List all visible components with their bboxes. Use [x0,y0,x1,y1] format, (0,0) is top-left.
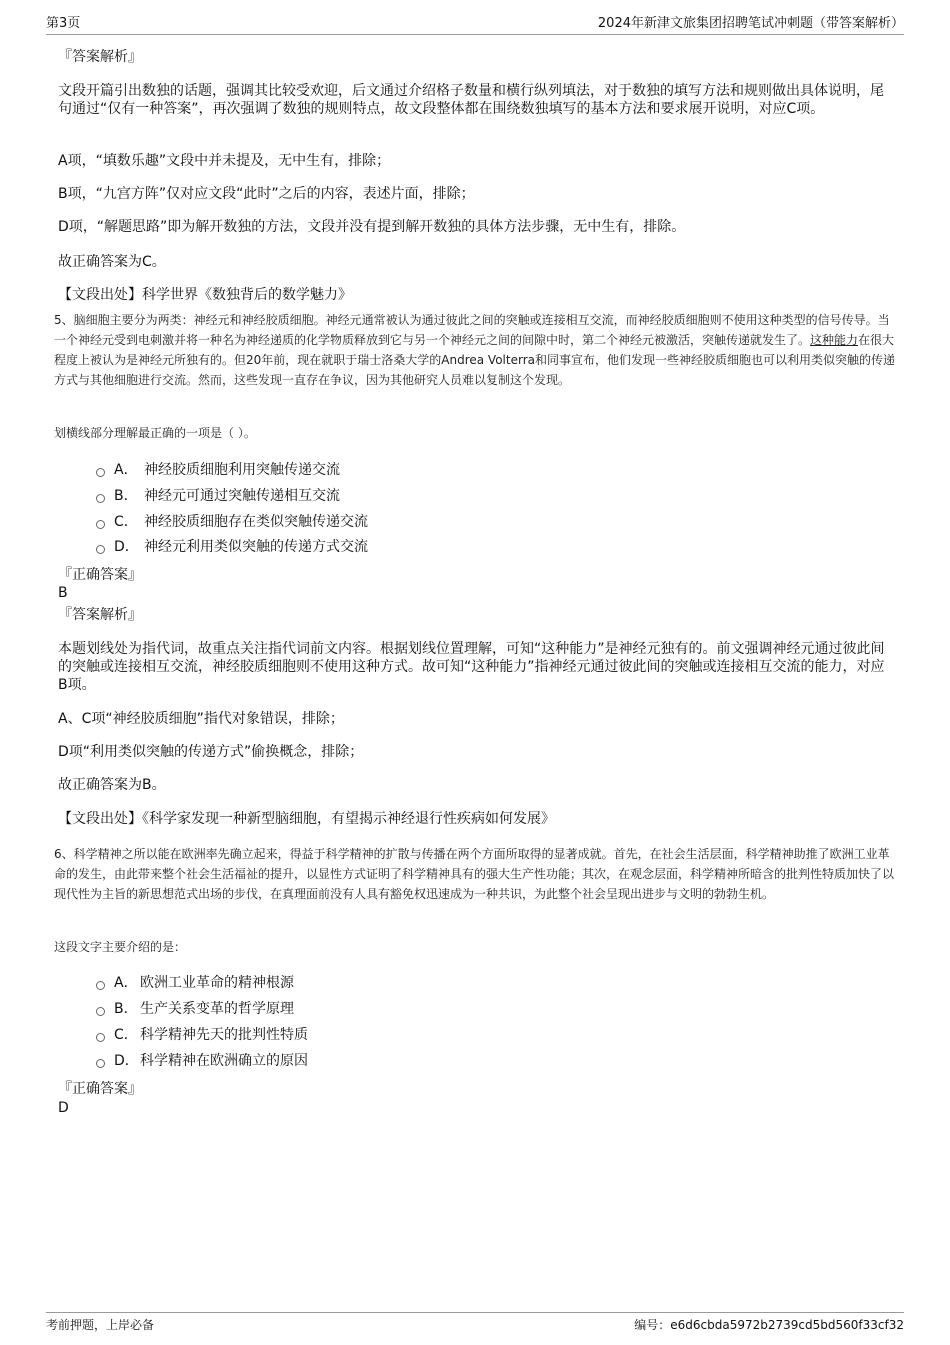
option-ac-analysis: A、C项“神经胶质细胞”指代对象错误，排除； [58,711,344,727]
radio-icon[interactable] [96,494,105,503]
question-6-prompt: 这段文字主要介绍的是： [54,940,187,954]
q5-option-b[interactable]: B． 神经元可通过突触传递相互交流 [96,487,340,505]
correct-answer: D [58,1100,69,1116]
option-d-analysis: D项，“解题思路”即为解开数独的方法，文段并没有提到解开数独的具体方法步骤，无中生有，排除。 [58,219,686,235]
radio-icon[interactable] [96,981,105,990]
radio-icon[interactable] [96,520,105,529]
q6-option-a[interactable]: A． 欧洲工业革命的精神根源 [96,974,294,992]
page-number: 第3页 [46,16,81,31]
passage-source: 【文段出处】《科学家发现一种新型脑细胞，有望揭示神经退行性疾病如何发展》 [58,811,555,827]
question-5-passage: 5、脑细胞主要分为两类：神经元和神经胶质细胞。神经元通常被认为通过彼此之间的突触或连接相互交流，而神经胶质细胞则不使用这种类型的信号传导。当一个神经元受到电刺激并将一种名为神经递质的化学物质释放到它与另一个神经元之间的间隙中时，第二个神经元被激活，突触传递就发生了。这种能力在很大程度上被认为是神经元所独有的。但20年前，现在就职于瑞士洛桑大学的Andrea Volterra和同事宣布，他们发现一些神经胶质细胞也可以利用类似突触的传递方式与其他细胞进行交流。然而，这些发现一直存在争议，因为其他研究人员难以复制这个发现。 [54,313,895,387]
q5-option-d[interactable]: D． 神经元利用类似突触的传递方式交流 [96,538,368,556]
analysis-text: 本题划线处为指代词，故重点关注指代词前文内容。根据划线位置理解，可知“这种能力”是神经元独有的。前文强调神经元通过彼此间的突触或连接相互交流，神经胶质细胞则不使用这种方式。故可知“这种能力”指神经元通过彼此间的突触或连接相互交流的能力，对应B项。 [58,641,885,693]
q5-option-c[interactable]: C． 神经胶质细胞存在类似突触传递交流 [96,513,368,531]
question-6-passage: 6、科学精神之所以能在欧洲率先确立起来，得益于科学精神的扩散与传播在两个方面所取得的显著成就。首先，在社会生活层面，科学精神助推了欧洲工业革命的发生，由此带来整个社会生活福祉的提升，以显性方式证明了科学精神具有的强大生产性功能；其次，在观念层面，科学精神所暗含的批判性特质加快了以现代性为主旨的新思想范式出场的步伐，在真理面前没有人具有豁免权迅速成为一种共识，为此整个社会呈现出进步与文明的勃勃生机。 [54,847,895,901]
page-header [46,14,904,35]
q6-option-c[interactable]: C． 科学精神先天的批判性特质 [96,1026,308,1044]
conclusion: 故正确答案为C。 [58,254,166,270]
document-title: 2024年新津文旅集团招聘笔试冲刺题（带答案解析） [597,16,904,31]
correct-answer-label: 『正确答案』 [58,567,142,583]
conclusion: 故正确答案为B。 [58,777,166,793]
radio-icon[interactable] [96,545,105,554]
question-5-prompt: 划横线部分理解最正确的一项是（ ）。 [54,426,256,440]
q6-option-b[interactable]: B． 生产关系变革的哲学原理 [96,1000,294,1018]
analysis-text: 文段开篇引出数独的话题，强调其比较受欢迎，后文通过介绍格子数量和横行纵列填法，对于数独的填写方法和规则做出具体说明，尾句通过“仅有一种答案”，再次强调了数独的规则特点，故文段整体都在围绕数独填写的基本方法和要求展开说明，对应C项。 [58,83,884,117]
radio-icon[interactable] [96,1007,105,1016]
radio-icon[interactable] [96,1033,105,1042]
radio-icon[interactable] [96,1059,105,1068]
page-footer [46,1312,904,1335]
passage-source: 【文段出处】科学世界《数独背后的数学魅力》 [58,287,352,303]
option-d-analysis: D项“利用类似突触的传递方式”偷换概念，排除； [58,744,364,760]
footer-slogan: 考前押题，上岸必备 [46,1318,155,1332]
correct-answer: B [58,585,68,601]
q5-option-a[interactable]: A． 神经胶质细胞利用突触传递交流 [96,461,340,479]
underlined-phrase: 这种能力 [810,333,859,347]
analysis-label: 『答案解析』 [58,49,142,65]
correct-answer-label: 『正确答案』 [58,1081,142,1097]
option-b-analysis: B项，“九宫方阵”仅对应文段“此时”之后的内容，表述片面，排除； [58,186,475,202]
document-code: 编号：e6d6cbda5972b2739cd5bd560f33cf32 [634,1318,904,1332]
option-a-analysis: A项，“填数乐趣”文段中并未提及，无中生有，排除； [58,153,391,169]
radio-icon[interactable] [96,468,105,477]
analysis-label: 『答案解析』 [58,607,142,623]
q6-option-d[interactable]: D． 科学精神在欧洲确立的原因 [96,1052,308,1070]
